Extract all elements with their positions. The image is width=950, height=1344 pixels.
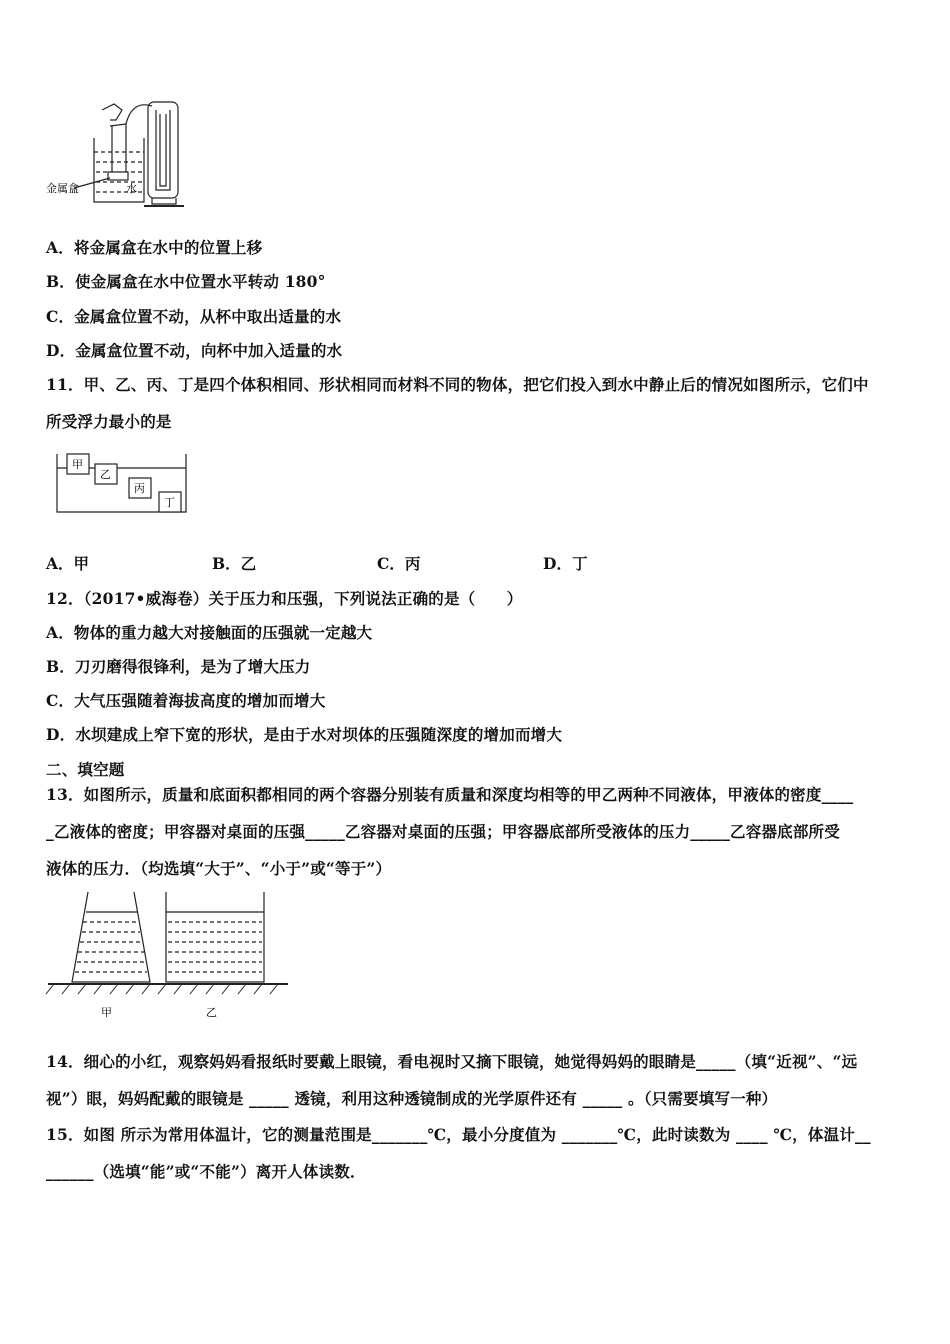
q11-stem-line2: 所受浮力最小的是	[46, 412, 172, 431]
q15-line1: 15．如图 所示为常用体温计，它的测量范围是_______℃，最小分度值为 _______℃，此时读数为 ____ ℃，体温计__	[46, 1125, 871, 1144]
q14-line2: 视”）眼，妈妈配戴的眼镜是 _____ 透镜，利用这种透镜制成的光学原件还有 _____ 。（只需要填写一种）	[46, 1089, 778, 1108]
container-a-label: 甲	[101, 1006, 112, 1019]
q10-option-b: B．使金属盒在水中位置水平转动 180°	[46, 272, 326, 291]
q12-option-d: D．水坝建成上窄下宽的形状，是由于水对坝体的压强随深度的增加而增大	[46, 725, 563, 744]
q12-option-b: B．刀刃磨得很锋利，是为了增大压力	[46, 657, 311, 676]
floating-blocks-figure	[55, 450, 190, 516]
section-heading: 二、填空题	[46, 760, 125, 779]
q12-stem: 12．（2017•威海卷）关于压力和压强，下列说法正确的是（ ）	[46, 589, 523, 608]
q10-option-a: A．将金属盒在水中的位置上移	[46, 238, 263, 257]
water-label: 水	[126, 182, 137, 195]
block-jia: 甲	[72, 458, 83, 471]
metal-box-label: 金属盒	[46, 182, 79, 195]
container-b-label: 乙	[206, 1006, 217, 1019]
manometer-figure	[44, 96, 194, 211]
q13-line1: 13．如图所示，质量和底面积都相同的两个容器分别装有质量和深度均相等的甲乙两种不同液体，甲液体的密度____	[46, 785, 854, 804]
q10-option-d: D．金属盒位置不动，向杯中加入适量的水	[46, 341, 343, 360]
containers-figure	[46, 890, 291, 1025]
q12-option-c: C．大气压强随着海拔高度的增加而增大	[46, 691, 326, 710]
q11-stem-line1: 11．甲、乙、丙、丁是四个体积相同、形状相同而材料不同的物体，把它们投入到水中静止后的情况如图所示，它们中	[46, 375, 869, 394]
q10-option-c: C．金属盒位置不动，从杯中取出适量的水	[46, 307, 342, 326]
q11-option-a: A．甲	[46, 554, 90, 573]
block-bing: 丙	[134, 482, 145, 495]
block-ding: 丁	[164, 496, 175, 509]
q11-option-b: B．乙	[212, 554, 257, 573]
q13-line2: _乙液体的密度；甲容器对桌面的压强_____乙容器对桌面的压强；甲容器底部所受液体的压力_____乙容器底部所受	[46, 822, 840, 841]
q11-option-d: D．丁	[543, 554, 588, 573]
block-yi: 乙	[100, 468, 111, 481]
q14-line1: 14．细心的小红，观察妈妈看报纸时要戴上眼镜，看电视时又摘下眼镜，她觉得妈妈的眼睛是_____（填“近视”、“远	[46, 1052, 858, 1071]
q15-line2: ______（选填“能”或“不能”）离开人体读数．	[46, 1162, 366, 1181]
q12-option-a: A．物体的重力越大对接触面的压强就一定越大	[46, 623, 373, 642]
q13-line3: 液体的压力．（均选填“大于”、“小于”或“等于”）	[46, 859, 392, 878]
q11-option-c: C．丙	[377, 554, 421, 573]
